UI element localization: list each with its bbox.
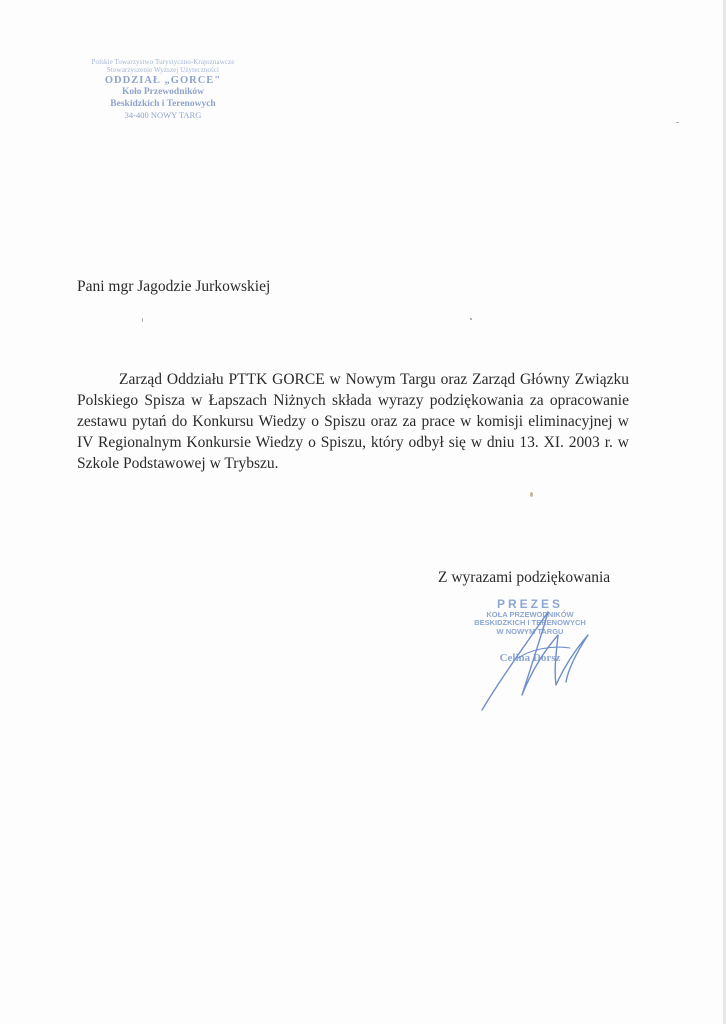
scan-speck	[470, 318, 472, 320]
scan-speck	[676, 122, 679, 123]
letterhead-line-6: 34-400 NOWY TARG	[124, 110, 202, 121]
signature-stamp-title: PREZES	[496, 597, 563, 611]
recipient-line: Pani mgr Jagodzie Jurkowskiej	[77, 278, 271, 295]
letterhead-stamp	[58, 58, 268, 120]
handwritten-signature	[470, 600, 600, 715]
letterhead-line-4: Koło Przewodników	[121, 87, 205, 98]
scan-speck	[530, 492, 533, 497]
letterhead-line-3: ODDZIAŁ „GORCE"	[104, 74, 222, 86]
signature-stamp-name: Celina Dorsz	[499, 651, 561, 664]
signature-stamp-line-2: BESKIDZKICH I TERENOWYCH	[474, 618, 586, 628]
closing-line: Z wyrazami podziękowania	[438, 569, 611, 586]
letterhead-line-2: Stowarzyszenie Wyższej Użyteczności	[106, 66, 220, 75]
letter-body: Zarząd Oddziału PTTK GORCE w Nowym Targu oraz Zarząd Główny Związku Polskiego Spisza w Łapszach Niżnych składa wyrazy podziękowania za opracowanie zestawu pytań do Konkursu Wiedzy o Spiszu oraz za prace w komisji eliminacyjnej w IV Regionalnym Konkursie Wiedzy o Spiszu, który odbył się w dniu 13. XI. 2003 r. w Szkole Podstawowej w Trybszu.	[77, 371, 629, 472]
scan-speck	[142, 318, 143, 322]
letterhead-line-1: Polskie Towarzystwo Turystyczno-Krajoznawcze	[91, 58, 235, 66]
signature-stamp-line-3: W NOWYM TARGU	[496, 626, 564, 636]
letterhead-line-5: Beskidzkich i Terenowych	[110, 98, 216, 109]
signature-stamp-line-1: KOŁA PRZEWODNIKÓW	[486, 610, 574, 620]
